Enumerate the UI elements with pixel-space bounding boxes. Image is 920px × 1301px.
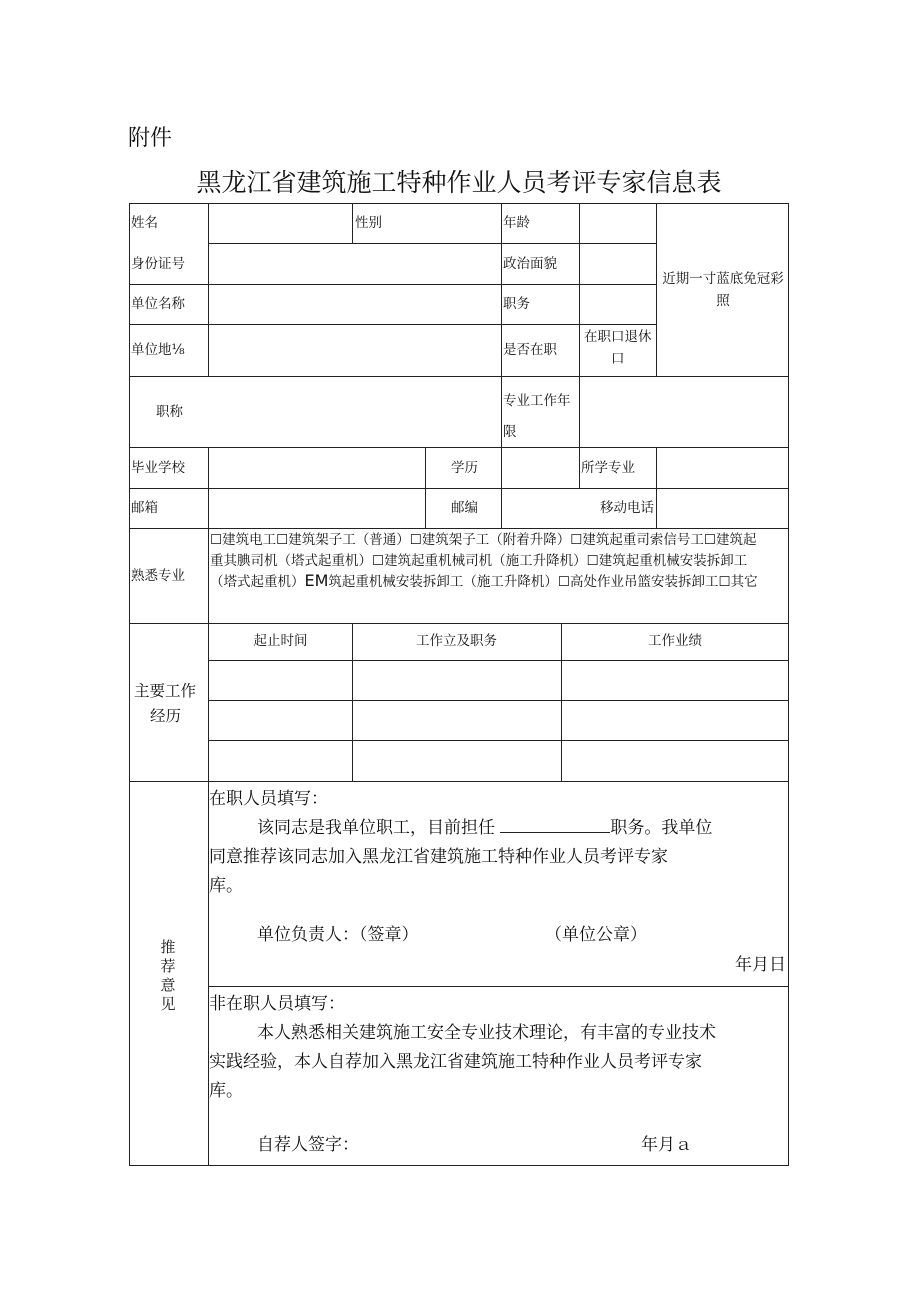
age-label: 年龄 [503, 215, 530, 231]
name-label: 姓名 [131, 215, 158, 231]
recommend-divider [208, 986, 789, 987]
history-row-divider [208, 660, 789, 661]
recommendation-label-char: 推 [160, 938, 176, 956]
table-border-right [788, 203, 789, 1166]
history-row-divider [208, 740, 789, 741]
attachment-label: 附件 [128, 126, 173, 151]
table-border-top [129, 203, 789, 204]
employed-text-line2: 同意推荐该同志加入黑龙江省建筑施工特种作业人员考评专家 [209, 847, 668, 867]
employment-options-line2: 口 [611, 351, 625, 367]
employed-text-line3: 库。 [209, 876, 243, 896]
nonemployed-text-line3: 库。 [209, 1081, 243, 1101]
employer-label: 单位名称 [131, 296, 185, 312]
recommendation-label-char: 意 [160, 976, 176, 994]
table-border-left [129, 203, 130, 1166]
employed-text-line1: 该同志是我单位职工，目前担任 职务。我单位 [209, 814, 787, 843]
position-blank [500, 814, 610, 833]
self-date: 年月ａ [641, 1135, 692, 1155]
specialty-line3-em: EM [304, 571, 329, 590]
specialty-options [210, 530, 788, 593]
employer-address-label: 单位地⅛ [131, 342, 185, 358]
col-divider [656, 447, 657, 528]
recommendation-label-char: 荐 [160, 957, 176, 975]
specialty-label: 熟悉专业 [131, 568, 185, 584]
work-years-label-line1: 专业工作年 [503, 393, 571, 409]
specialty-line3-b: 筑起重机械安装拆卸工（施工升降机）☐高处作业吊篮安装拆卸工☐其它 [328, 574, 758, 590]
employed-section [209, 785, 787, 901]
gender-label: 性别 [355, 215, 382, 231]
recommendation-label-char: 见 [160, 995, 176, 1013]
col-divider [352, 203, 353, 243]
position-label: 职务 [503, 296, 530, 312]
work-years-label-line2: 限 [503, 424, 517, 440]
col-divider [579, 203, 580, 376]
education-label: 学历 [451, 460, 478, 476]
self-signature: 自荐人签字： [257, 1135, 359, 1155]
specialty-line3-a: （塔式起重机） [210, 574, 305, 590]
employment-options-line1: 在职口退休 [584, 329, 652, 345]
history-col-period: 起止时间 [253, 633, 308, 649]
political-status-label: 政治面貌 [503, 256, 557, 272]
photo-note: 近期一寸蓝底免冠彩照 [662, 271, 784, 309]
history-col-achievement: 工作业绩 [648, 633, 702, 649]
id-number-label: 身份证号 [131, 256, 185, 272]
email-label: 邮箱 [131, 500, 158, 516]
recommendation-label [156, 938, 180, 1014]
nonemployed-section [209, 990, 787, 1106]
history-col-position: 工作立及职务 [416, 633, 497, 649]
row-divider [129, 528, 789, 529]
row-divider [129, 781, 789, 782]
table-border-bottom [129, 1165, 789, 1166]
major-label: 所学专业 [581, 460, 635, 476]
row-divider [129, 623, 789, 624]
row-divider [208, 243, 656, 244]
row-divider [129, 376, 789, 377]
work-history-label-line1: 主要工作 [134, 682, 197, 700]
work-history-label-line2: 经历 [150, 707, 182, 725]
col-divider [501, 447, 502, 528]
employed-date: 年月日 [735, 955, 786, 975]
col-divider [579, 447, 580, 488]
photo-divider [656, 203, 657, 376]
form-title: 黑龙江省建筑施工特种作业人员考评专家信息表 [196, 168, 722, 197]
col-divider [501, 203, 502, 448]
school-label: 毕业学校 [131, 460, 185, 476]
specialty-line3 [210, 571, 788, 593]
mobile-label: 移动电话 [600, 500, 654, 516]
row-divider [129, 488, 789, 489]
employer-signature: 单位负责人：（签章） [257, 925, 419, 945]
nonemployed-heading: 非在职人员填写： [209, 994, 345, 1014]
employer-seal: （单位公章） [545, 925, 647, 945]
specialty-line2: 重其腆司机（塔式起重机）☐建筑起重机械司机（施工升降机）☐建筑起重机械安装拆卸工 [210, 552, 748, 569]
nonemployed-text-line1: 本人熟悉相关建筑施工安全专业技术理论，有丰富的专业技术 [257, 1023, 716, 1043]
employment-status-label: 是否在职 [503, 342, 557, 358]
specialty-line1: ☐建筑电工☐建筑架子工（普通）☐建筑架子工（附着升降）☐建筑起重司索信号工☐建筑起 [210, 532, 757, 548]
nonemployed-text-line2: 实践经验，本人自荐加入黑龙江省建筑施工特种作业人员考评专家 [209, 1052, 702, 1072]
title-rank-label: 职称 [156, 404, 183, 420]
postcode-label: 邮编 [451, 500, 478, 516]
col-divider [425, 447, 426, 528]
col-divider [579, 376, 580, 447]
label-column-divider [208, 203, 209, 376]
employed-heading: 在职人员填写： [209, 789, 328, 809]
row-divider [129, 447, 789, 448]
history-row-divider [208, 700, 789, 701]
